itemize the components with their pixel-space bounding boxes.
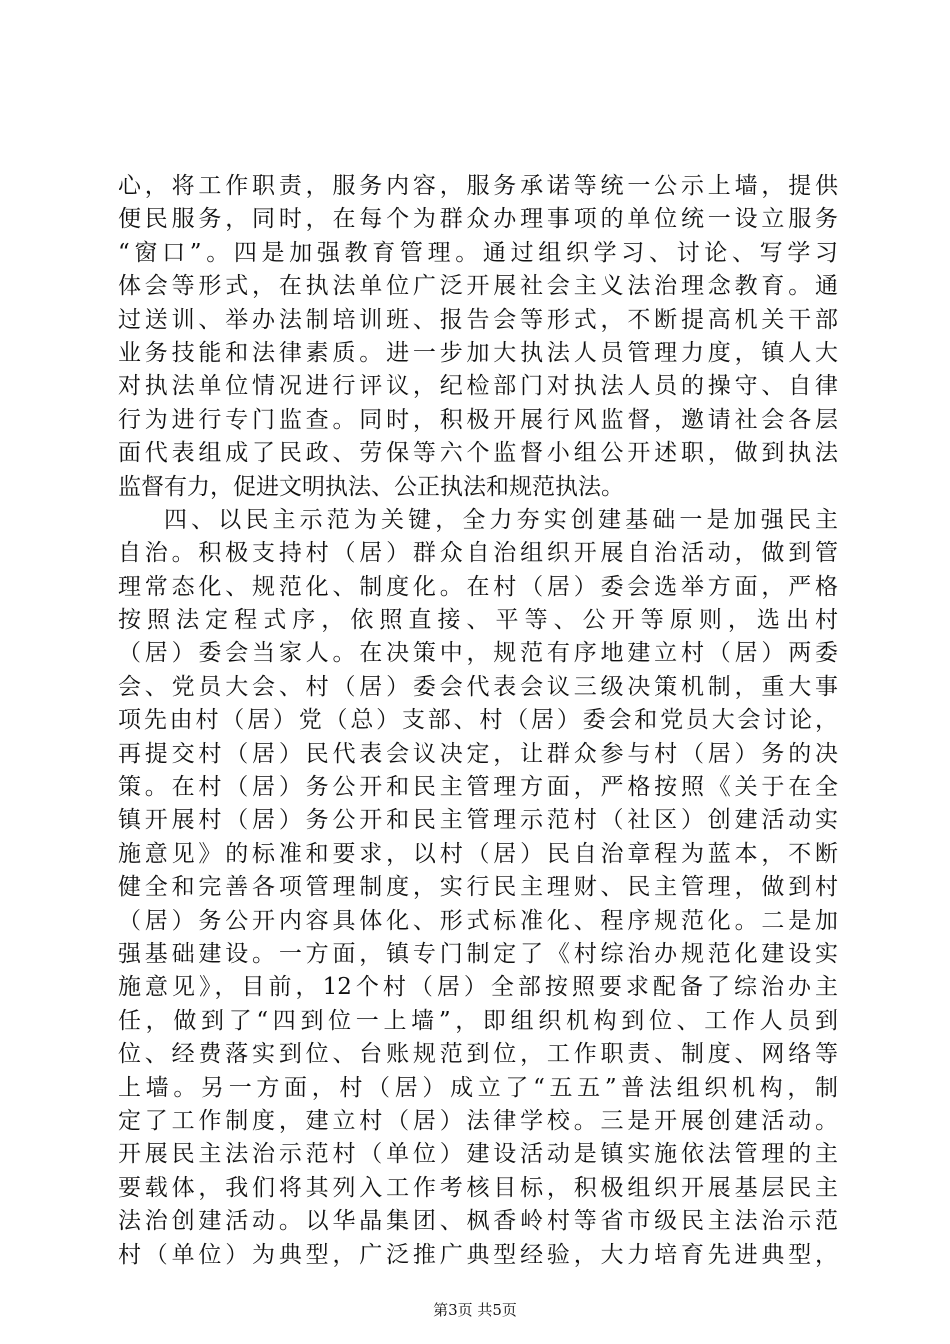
text-line: 体会等形式，在执法单位广泛开展社会主义法治理念教育。通 [118, 273, 838, 300]
text-line: 村（单位）为典型，广泛推广典型经验，大力培育先进典型， [118, 1241, 838, 1268]
paragraph-2 [118, 504, 838, 1272]
text-line: 策。在村（居）务公开和民主管理方面，严格按照《关于在全 [118, 774, 838, 801]
text-line: 监督有力，促进文明执法、公正执法和规范执法。 [118, 473, 624, 500]
text-line: 四、以民主示范为关键，全力夯实创建基础一是加强民主 [164, 506, 838, 533]
paragraph-1 [118, 170, 838, 504]
text-line: 施意见》，目前，12个村（居）全部按照要求配备了综治办主 [118, 974, 838, 1001]
text-line: （居）务公开内容具体化、形式标准化、程序规范化。二是加 [118, 907, 838, 934]
text-line: 过送训、举办法制培训班、报告会等形式，不断提高机关干部 [118, 306, 838, 333]
text-line: 强基础建设。一方面，镇专门制定了《村综治办规范化建设实 [118, 940, 838, 967]
text-line: 定了工作制度，建立村（居）法律学校。三是开展创建活动。 [118, 1107, 838, 1134]
text-line: 对执法单位情况进行评议，纪检部门对执法人员的操守、自律 [118, 373, 838, 400]
page-footer [0, 1300, 950, 1320]
text-line: 位、经费落实到位、台账规范到位，工作职责、制度、网络等 [118, 1041, 838, 1068]
text-line: 镇开展村（居）务公开和民主管理示范村（社区）创建活动实 [118, 807, 838, 834]
text-line: 行为进行专门监查。同时，积极开展行风监督，邀请社会各层 [118, 406, 838, 433]
document-body [118, 170, 838, 1272]
text-line: 任，做到了“四到位一上墙”，即组织机构到位、工作人员到 [118, 1007, 838, 1034]
text-line: 业务技能和法律素质。进一步加大执法人员管理力度，镇人大 [118, 339, 838, 366]
text-line: 会、党员大会、村（居）委会代表会议三级决策机制，重大事 [118, 673, 838, 700]
text-line: 健全和完善各项管理制度，实行民主理财、民主管理，做到村 [118, 874, 838, 901]
text-line: 自治。积极支持村（居）群众自治组织开展自治活动，做到管 [118, 540, 838, 567]
text-line: 面代表组成了民政、劳保等六个监督小组公开述职，做到执法 [118, 440, 838, 467]
text-line: 要载体，我们将其列入工作考核目标，积极组织开展基层民主 [118, 1174, 838, 1201]
text-line: 按照法定程式序，依照直接、平等、公开等原则，选出村 [118, 607, 838, 634]
text-line: 项先由村（居）党（总）支部、村（居）委会和党员大会讨论， [118, 707, 838, 734]
text-line: 心，将工作职责，服务内容，服务承诺等统一公示上墙，提供 [118, 173, 838, 199]
text-line: 上墙。另一方面，村（居）成立了“五五”普法组织机构，制 [118, 1074, 838, 1101]
text-line: 理常态化、规范化、制度化。在村（居）委会选举方面，严格 [118, 573, 838, 600]
text-line: 施意见》的标准和要求，以村（居）民自治章程为蓝本，不断 [118, 840, 838, 867]
text-line: “窗口”。四是加强教育管理。通过组织学习、讨论、写学习 [118, 239, 838, 266]
text-line: 开展民主法治示范村（单位）建设活动是镇实施依法管理的主 [118, 1141, 838, 1168]
text-line: 便民服务，同时，在每个为群众办理事项的单位统一设立服务 [118, 206, 838, 233]
text-line: 法治创建活动。以华晶集团、枫香岭村等省市级民主法治示范 [118, 1208, 838, 1235]
text-line: 再提交村（居）民代表会议决定，让群众参与村（居）务的决 [118, 740, 838, 767]
text-line: （居）委会当家人。在决策中，规范有序地建立村（居）两委 [118, 640, 838, 667]
page-number-label: 第3页 共5页 [433, 1301, 517, 1319]
